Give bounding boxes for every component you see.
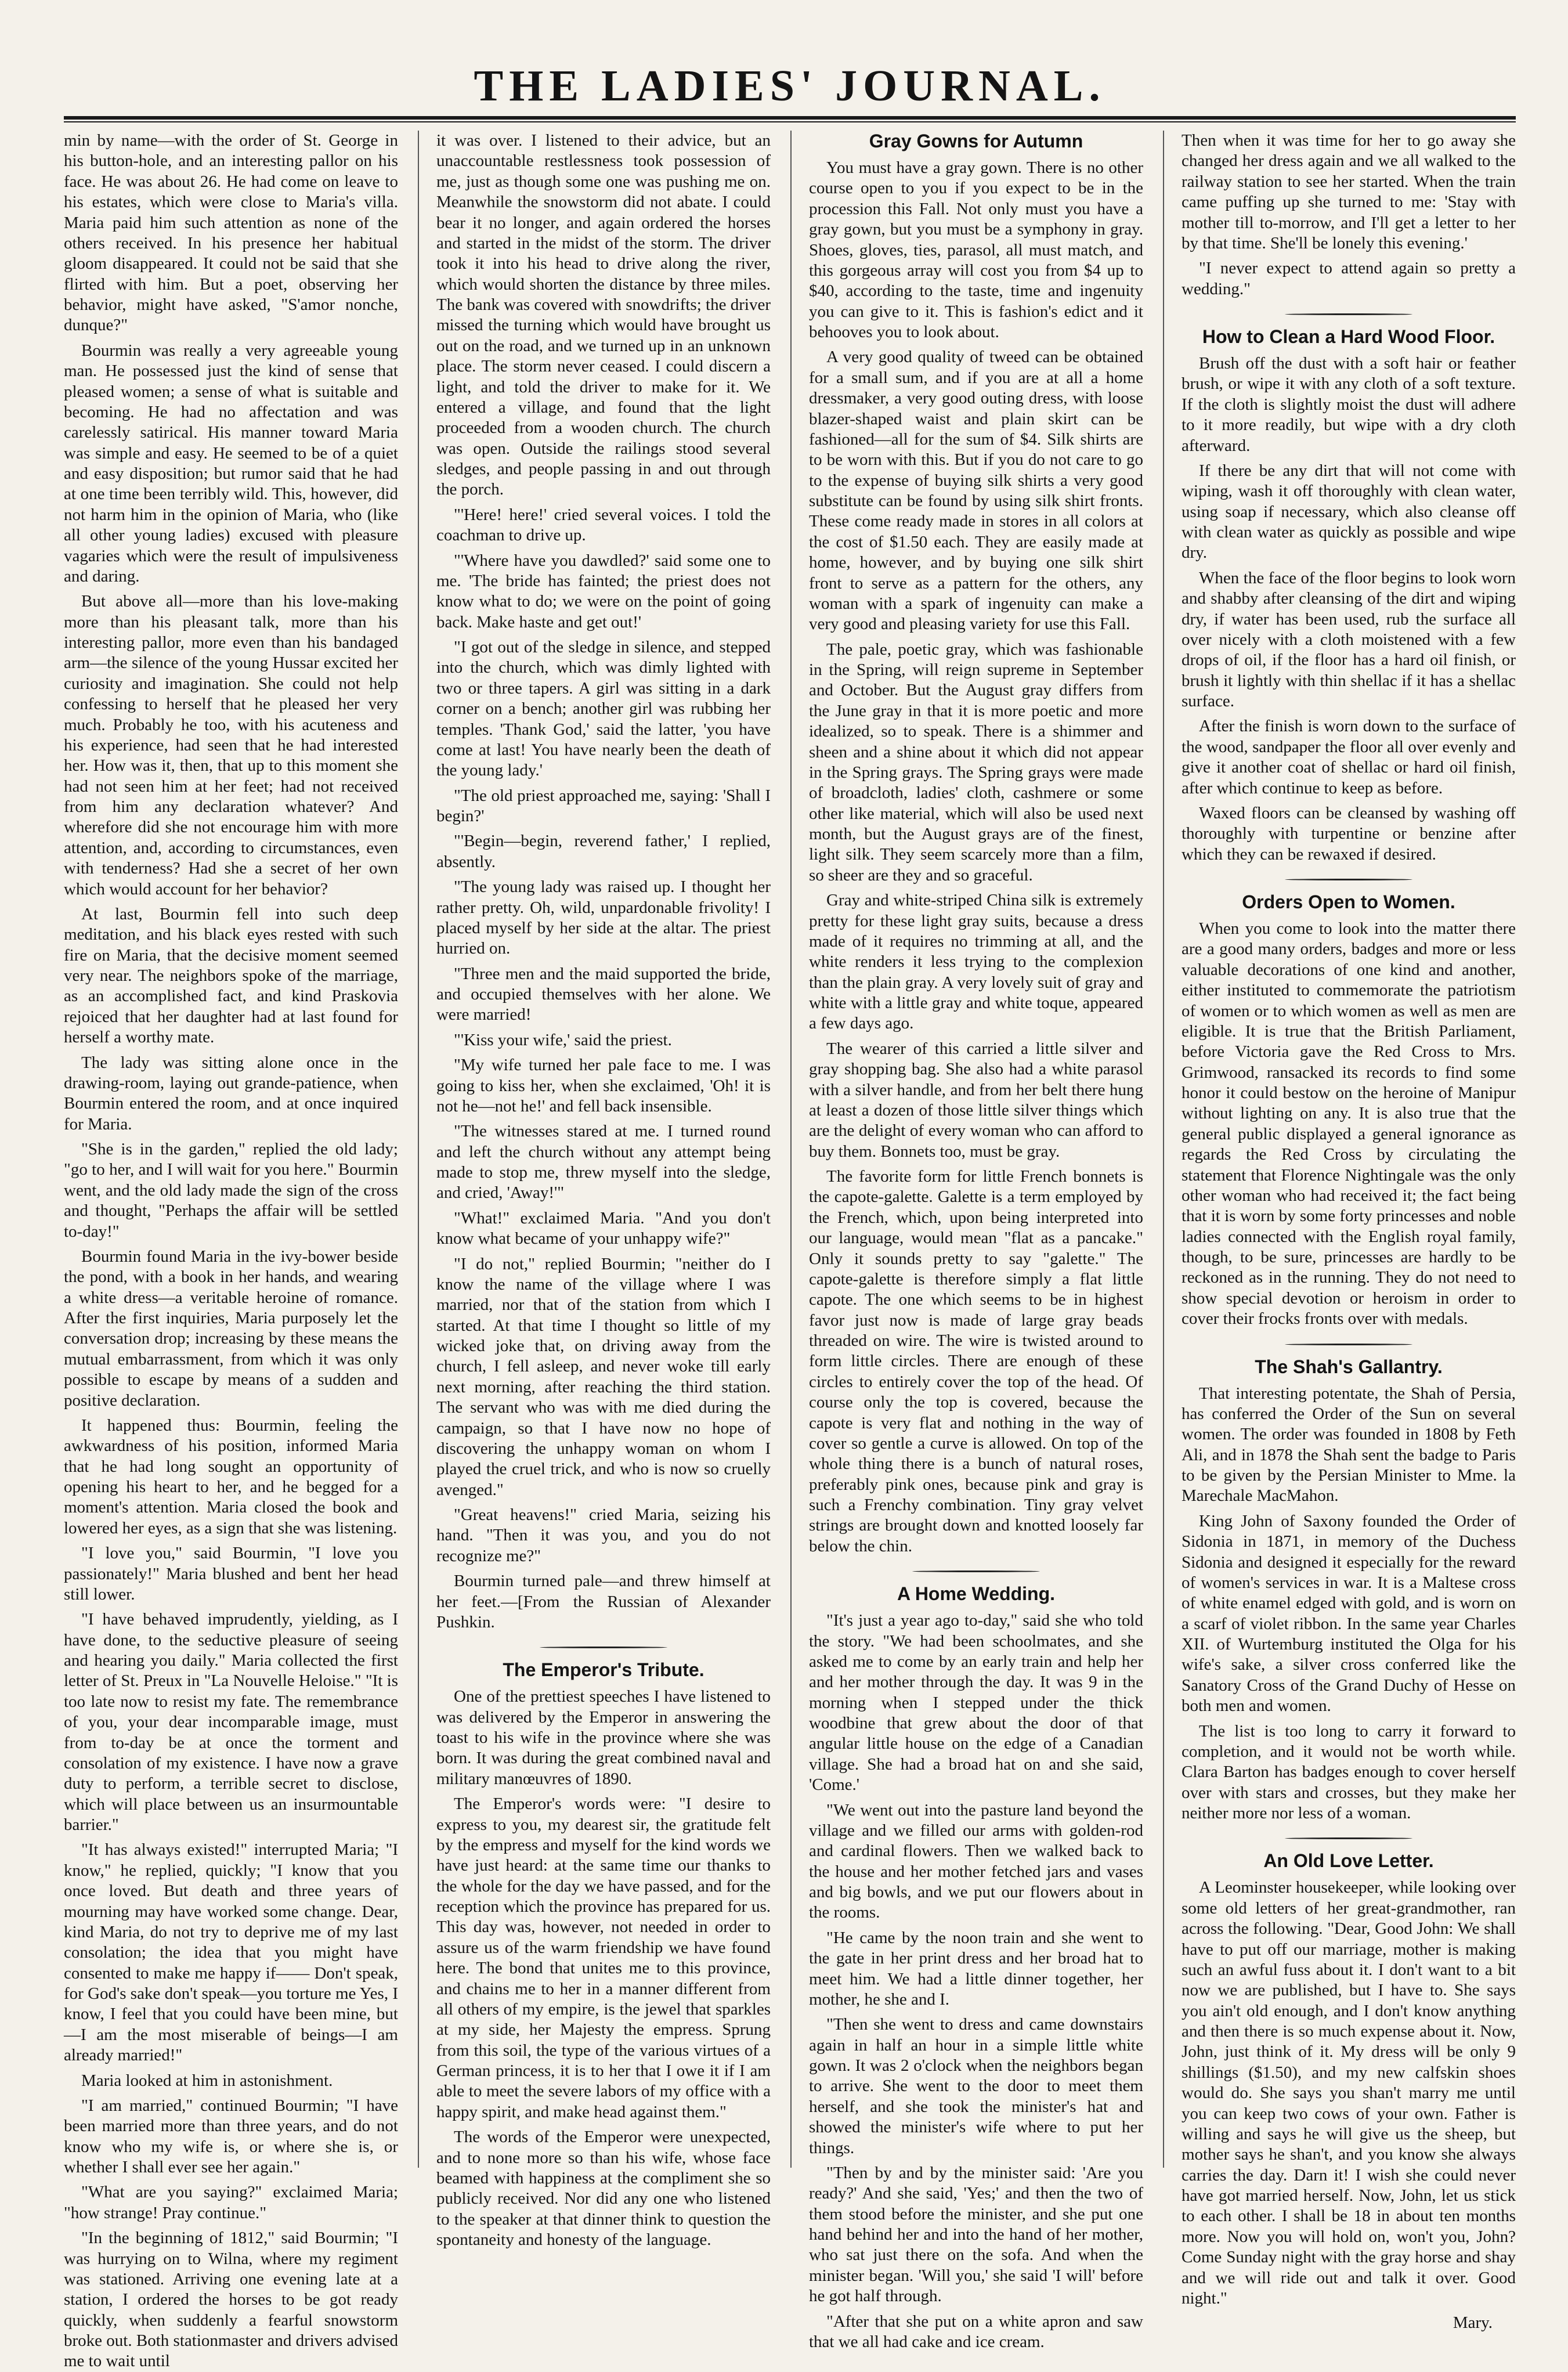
column-1 (64, 131, 398, 2371)
paragraph: A very good quality of tweed can be obtained for a small sum, and if you are at all a home dressmaker, a very good outing dress, with loose blazer-shaped waist and plain skirt can be fashioned—all for the sum of $4. Silk shirts are to be worn with this. But if you do not care to go to the expense of buying silk shirts a very good substitute can be found by using silk shirt fronts. These come ready made in stores in all colors at the cost of $1.50 each. They are easily made at home, however, and by buying one silk shirt front to serve as a pattern for the others, any woman with a spark of ingenuity can make a very good and pleasing variety for use this Fall. (809, 348, 1143, 634)
paragraph: "Great heavens!" cried Maria, seizing his hand. "Then it was you, and you do not recognize me?" (436, 1505, 771, 1565)
paragraph: It happened thus: Bourmin, feeling the awkwardness of his position, informed Maria that he had long sought an opportunity of opening his heart to her, and he begged for a moment's attention. Maria closed the book and lowered her eyes, as a sign that she was listening. (64, 1416, 398, 1537)
paragraph: "I have behaved imprudently, yielding, as I have done, to the seductive pleasure of seeing and hearing you daily." Maria collected the first letter of St. Preux in "La Nouvelle Heloise." "It is too late now to resist my fate. The remembrance of you, your dear incomparable image, must from to-day be at once the torment and consolation of my existence. I have now a grave duty to perform, a terrible secret to disclose, which will place between us an insurmountable barrier." (64, 1610, 398, 1834)
paragraph: After the finish is worn down to the surface of the wood, sandpaper the floor all over evenly and give it another coat of shellac or hard oil finish, after which continue to keep as before. (1182, 717, 1516, 797)
paragraph: "He came by the noon train and she went to the gate in her print dress and her broad hat to meet him. We had a little dinner together, her mother, he she and I. (809, 1928, 1143, 2009)
masthead: THE LADIES' JOURNAL. (474, 62, 1106, 110)
article-separator (1182, 1338, 1516, 1348)
paragraph: "I am married," continued Bourmin; "I have been married more than three years, and do not know who my wife is, or where she is, or whether I shall ever see her again." (64, 2096, 398, 2176)
article-love-letter (1182, 1878, 1516, 2309)
paragraph: "I do not," replied Bourmin; "neither do I know the name of the village where I was married, nor that of the station from which I started. At that time I thought so little of my wicked joke that, on driving away from the church, I fell asleep, and never woke till early next morning, after reaching the third station. The servant who was with me died during the campaign, so that I have now no hope of discovering the unhappy woman on whom I played the cruel trick, and who is now so cruelly avenged." (436, 1254, 771, 1499)
paragraph: "Then she went to dress and came downstairs again in half an hour in a simple little white gown. It was 2 o'clock when the neighbors began to arrive. She went to the door to meet them herself, and she took the minister's hat and showed the minister's wife where to put her things. (809, 2015, 1143, 2157)
paragraph: "I got out of the sledge in silence, and stepped into the church, which was dimly lighted with two or three tapers. A girl was sitting in a dark corner on a bench; another girl was rubbing her temples. 'Thank God,' said the latter, 'you have come at last! You have nearly been the death of the young lady.' (436, 638, 771, 780)
article-title-hard-wood-floor: How to Clean a Hard Wood Floor. (1202, 326, 1495, 347)
paragraph: "The old priest approached me, saying: 'Shall I begin?' (436, 786, 771, 825)
paragraph: When you come to look into the matter there are a good many orders, badges and more or less valuable decorations of one kind and another, either instituted to commemorate the patriotism of women or to which women as well as men are eligible. It is true that the British Parliament, before Victoria gave the Red Cross to Mrs. Grimwood, ransacked its records to find some honor it could bestow on the heroine of Manipur without lighting on any. It is also true that the general public displayed a general ignorance as regards the Red Cross by circulating the statement that Florence Nightingale was the only other woman who had received it; the fact being that it is worn by some forty princesses and noble ladies connected with the English royal family, though, to be sure, princesses are hardly to be reckoned as in the running. They do not need to show special devotion or heroism in order to cover their frocks fronts over with medals. (1182, 919, 1516, 1328)
paragraph: Bourmin turned pale—and threw himself at her feet.—[From the Russian of Alexander Pushkin. (436, 1572, 771, 1631)
story-continuation (64, 131, 398, 2372)
paragraph: "The young lady was raised up. I thought her rather pretty. Oh, wild, unpardonable frivolity! I placed myself by her side at the altar. The priest hurried on. (436, 878, 771, 958)
paragraph: But above all—more than his love-making more than his pleasant talk, more than his interesting pallor, more even than his bandaged arm—the silence of the young Hussar excited her curiosity and imagination. She could not help confessing to herself that he pleased her very much. Probably he too, with his acuteness and his experience, had seen that he had interested her. How was it, then, that up to this moment she had not seen him at her feet; had not received from him any declaration whatever? And wherefore did she not encourage him with more attention, and, according to circumstances, even with tenderness? Had she a secret of her own which would account for her behavior? (64, 592, 398, 898)
article-hard-wood-floor (1182, 353, 1516, 865)
article-title-gray-gowns: Gray Gowns for Autumn (869, 131, 1083, 151)
article-separator (1182, 308, 1516, 318)
paragraph: That interesting potentate, the Shah of Persia, has conferred the Order of the Sun on several women. The order was founded in 1808 by Feth Ali, and in 1878 the Shah sent the badge to Paris to be given by the Persian Minister to Mme. la Marechale MacMahon. (1182, 1384, 1516, 1505)
paragraph: "It has always existed!" interrupted Maria; "I know," he replied, quickly; "I know that you once loved. But death and three years of mourning may have worked some change. Dear, kind Maria, do not try to deprive me of my last consolation; the idea that you might have consented to make me happy if—— Don't speak, for God's sake don't speak—you torture me Yes, I know, I feel that you could have been mine, but—I am the most miserable of beings—I am already married!" (64, 1840, 398, 2065)
paragraph: "We went out into the pasture land beyond the village and we filled our arms with golden-rod and cardinal flowers. Then we walked back to the house and her mother fetched jars and vases and big bowls, and we put our flowers about in the rooms. (809, 1800, 1143, 1922)
column-3 (790, 131, 1143, 2351)
article-shah (1182, 1384, 1516, 1824)
masthead-rule-thin (64, 121, 1516, 122)
paragraph: Waxed floors can be cleansed by washing off thoroughly with turpentine or benzine after which they can be rewaxed if desired. (1182, 803, 1516, 864)
paragraph: "I never expect to attend again so pretty a wedding." (1182, 259, 1516, 298)
article-title-home-wedding: A Home Wedding. (897, 1583, 1055, 1605)
column-2 (418, 131, 771, 2249)
paragraph: "Then by and by the minister said: 'Are you ready?' And she said, 'Yes;' and then the two of them stood before the minister, and she put one hand behind her and into the hand of her mother, who sat just there on the sofa. And when the minister began. 'Will you,' she said 'I will' before he got half through. (809, 2163, 1143, 2306)
paragraph: The favorite form for little French bonnets is the capote-galette. Galette is a term employed by the French, which, upon being interpreted into our language, would mean "flat as a pancake." Only it sounds pretty to say "galette." The capote-galette is therefore simply a flat little capote. The one which seems to be in highest favor just now is made of large gray beads threaded on wire. The wire is twisted around to form little circles. There are enough of these circles to entirely cover the top of the head. Of course only the top is covered, because the capote is very flat and nothing in the way of cover so gentle a curve is allowed. On top of the whole thing there is a bunch of natural roses, preferably pink ones, because pink and gray is such a Frenchy combination. Tiny gray velvet strings are brought down and knotted loosely far below the chin. (809, 1167, 1143, 1555)
paragraph: The list is too long to carry it forward to completion, and it would not be worth while. Clara Barton has badges enough to cover herself over with stars and crosses, but they make her neither more nor less of a woman. (1182, 1721, 1516, 1822)
paragraph: One of the prettiest speeches I have listened to was delivered by the Emperor in answering the toast to his wife in the province where she was born. It was during the great combined naval and military manœuvres of 1890. (436, 1687, 771, 1788)
paragraph: "I love you," said Bourmin, "I love you passionately!" Maria blushed and bent her head still lower. (64, 1544, 398, 1604)
paragraph: "My wife turned her pale face to me. I was going to kiss her, when she exclaimed, 'Oh! it is not he—not he!' and fell back insensible. (436, 1056, 771, 1115)
paragraph: "It's just a year ago to-day," said she who told the story. "We had been schoolmates, and she asked me to come by an early train and help her and her mother through the day. It was 9 in the morning when I stepped under the thick woodbine that grew about the door of that angular little house on the edge of a Canadian village. She had a broad hat on and she said, 'Come.' (809, 1611, 1143, 1795)
paragraph: "What!" exclaimed Maria. "And you don't know what became of your unhappy wife?" (436, 1208, 771, 1248)
article-gray-gowns (809, 158, 1143, 1557)
letter-signature: Mary. (1453, 2313, 1493, 2333)
paragraph: "The witnesses stared at me. I turned round and left the church without any attempt being made to stop me, threw myself into the sledge, and cried, 'Away!'" (436, 1122, 771, 1203)
article-separator (1182, 873, 1516, 883)
paragraph: "After that she put on a white apron and saw that we all had cake and ice cream. (809, 2312, 1143, 2351)
paragraph: "'Kiss your wife,' said the priest. (454, 1030, 672, 1049)
paragraph: Bourmin was really a very agreeable young man. He possessed just the kind of sense that pleased women; a sense of what is suitable and becoming. He had no affectation and was carelessly satirical. His manner toward Maria was simple and easy. He seemed to be of a quiet and easy disposition; but rumor said that he had at one time been terribly wild. This, however, did not harm him in the opinion of Maria, who (like all other young ladies) excused with pleasure vagaries which were the result of impulsiveness and daring. (64, 341, 398, 586)
column-4 (1163, 131, 1516, 2333)
paragraph: The Emperor's words were: "I desire to express to you, my dearest sir, the gratitude felt by the empress and myself for the kind words we have just heard: at the same time our thanks to the whole for the day we have passed, and for the reception which the province has prepared for us. This day was, however, not needed in order to assure us of the warm friendship we have found here. The bond that unites me to this province, and chains me to her in a manner different from all others of my empire, is the jewel that sparkles at my side, her Majesty the empress. Sprung from this soil, the type of the various virtues of a German princess, it is to her that I owe it if I am able to meet the severe labors of my office with a happy spirit, and make head against them." (436, 1795, 771, 2121)
article-separator (809, 1565, 1143, 1575)
paragraph: If there be any dirt that will not come with wiping, wash it off thoroughly with clean water, using soap if necessary, which also cleanse off with clean water as quickly as possible and wipe dry. (1182, 461, 1516, 562)
paragraph: "'Here! here!' cried several voices. I told the coachman to drive up. (436, 505, 771, 545)
article-separator (436, 1641, 771, 1651)
paragraph: A Leominster housekeeper, while looking over some old letters of her great-grandmother, ran across the following. "Dear, Good John: We shall have to put off our marriage, mother is making such an awful fuss about it. I don't want to a bit now we are published, but I have to. She says you ain't old enough, and I don't know anything and then there is so much expense about it. Now, John, just think of it. My dress will be only 9 shillings ($1.50), and my new calfskin shoes would do. She says you shan't marry me until you can keep two cows of your own. Father is willing and says he will give us the sheep, but mother says he shan't, and you know she always carries the day. Darn it! I wish she could never have got married herself. Now, John, let us stick to each other. I shall be 18 in about ten months more. Now you will hold on, won't you, John? Come Sunday night with the gray horse and shay and we will ride out and talk it over. Good night." (1182, 1878, 1516, 2308)
article-title-shah: The Shah's Gallantry. (1255, 1356, 1443, 1377)
article-separator (1182, 1832, 1516, 1842)
article-orders-women (1182, 919, 1516, 1330)
article-title-emperor: The Emperor's Tribute. (503, 1659, 704, 1681)
story-ending (436, 131, 771, 1633)
paragraph: "In the beginning of 1812," said Bourmin; "I was hurrying on to Wilna, where my regiment was stationed. Arriving one evening late at a station, I ordered the horses to be got ready quickly, when suddenly a fearful snowstorm broke out. Both stationmaster and drivers advised me to wait until (64, 2229, 398, 2371)
paragraph: Then when it was time for her to go away she changed her dress again and we all walked to the railway station to see her started. When the train came puffing up she turned to me: 'Stay with mother till to-morrow, and I'll get a letter to her by that time. She'll be lonely this evening.' (1182, 131, 1516, 252)
article-emperor (436, 1687, 771, 2250)
article-title-love-letter: An Old Love Letter. (1263, 1850, 1434, 1872)
paragraph: "She is in the garden," replied the old lady; "go to her, and I will wait for you here." Bourmin went, and the old lady made the sign of the cross and thought, "Perhaps the affair will be settled to-day!" (64, 1140, 398, 1241)
columns (64, 131, 1516, 2371)
paragraph: The pale, poetic gray, which was fashionable in the Spring, will reign supreme in September and October. But the August gray differs from the June gray in that it is more poetic and more idealized, so to speak. There is a shimmer and sheen and a shine about it which did not appear in the Spring grays. The Spring grays were made of broadcloth, ladies' cloth, cashmere or some other like material, which will also be used next month, but the August grays are of the finest, light silk. They seem scarcely more than a film, so sheer are they and so graceful. (809, 640, 1143, 884)
paragraph: The wearer of this carried a little silver and gray shopping bag. She also had a white parasol with a silver handle, and from her belt there hung at least a dozen of those little silver things which are the delight of every woman who can afford to buy them. Bonnets too, must be gray. (809, 1039, 1143, 1161)
paragraph: Bourmin found Maria in the ivy-bower beside the pond, with a book in her hands, and wearing a white dress—a veritable heroine of romance. After the first inquiries, Maria purposely let the conversation drop; increasing by these means the mutual embarrassment, from which it was only possible to escape by means of a sudden and positive declaration. (64, 1247, 398, 1410)
paragraph: King John of Saxony founded the Order of Sidonia in 1871, in memory of the Duchess Sidonia and designed it especially for the reward of women's services in war. It is a Maltese cross of white enamel edged with gold, and is worn on a scarf of violet ribbon. In the same year Charles XII. of Wurtemburg instituted the Olga for his wife's sake, a silver cross conferred like the Sanatory Cross of the Grand Duchy of Hesse on both men and women. (1182, 1511, 1516, 1716)
paragraph: min by name—with the order of St. George in his button-hole, and an interesting pallor on his face. He was about 26. He had come on leave to his estates, which were close to Maria's villa. Maria paid him such attention as none of the others received. In his presence her habitual gloom disappeared. It could not be said that she flirted with him. But a poet, observing her behavior, might have asked, "S'amor nonche, dunque?" (64, 131, 398, 335)
article-home-wedding (809, 1611, 1143, 2352)
paragraph: "Three men and the maid supported the bride, and occupied themselves with her alone. We were married! (436, 964, 771, 1024)
paragraph: When the face of the floor begins to look worn and shabby after cleansing of the dirt and wiping dry, if water has been used, rub the surface all over nicely with a cloth moistened with a few drops of oil, if the floor has a hard oil finish, or brush it lightly with thin shellac if it has a shellac surface. (1182, 568, 1516, 710)
article-title-orders-women: Orders Open to Women. (1242, 891, 1455, 912)
wedding-continuation (1182, 131, 1516, 299)
paragraph: You must have a gray gown. There is no other course open to you if you expect to be in the procession this Fall. Not only must you have a gray gown, but you must be a symphony in gray. Shoes, gloves, ties, parasol, all must match, and this gorgeous array will cost you from $4 up to $40, according to the taste, time and ingenuity you can give to it. This is fashion's edict and it behooves you to look about. (809, 158, 1143, 341)
paragraph: "'Begin—begin, reverend father,' I replied, absently. (436, 832, 771, 871)
paragraph: The words of the Emperor were unexpected, and to none more so than his wife, whose face beamed with happiness at the compliment she so publicly received. Nor did any one who listened to the speaker at that dinner think to question the spontaneity and honesty of the language. (436, 2128, 771, 2249)
paragraph: At last, Bourmin fell into such deep meditation, and his black eyes rested with such fire on Maria, that the decisive moment seemed very near. The neighbors spoke of the marriage, as an accomplished fact, and kind Praskovia rejoiced that her daughter had at last found for herself a worthy mate. (64, 904, 398, 1047)
paragraph: Gray and white-striped China silk is extremely pretty for these light gray suits, because a dress made of it requires no trimming at all, and the white renders it less trying to the complexion than the plain gray. A very lovely suit of gray and white with a little gray and white toque, appeared a few days ago. (809, 891, 1143, 1033)
paragraph: "'Where have you dawdled?' said some one to me. 'The bride has fainted; the priest does not know what to do; we were on the point of going back. Make haste and get out!' (436, 551, 771, 631)
paragraph: Maria looked at him in astonishment. (81, 2071, 333, 2090)
paragraph: "What are you saying?" exclaimed Maria; "how strange! Pray continue." (64, 2183, 398, 2222)
paragraph: it was over. I listened to their advice, but an unaccountable restlessness took possession of me, just as though some one was pushing me on. Meanwhile the snowstorm did not abate. I could bear it no longer, and again ordered the horses and started in the midst of the storm. The driver took it into his head to drive along the river, which would shorten the distance by three miles. The bank was covered with snowdrifts; the driver missed the turning which would have brought us out on the road, and we turned up in an unknown place. The storm never ceased. I could discern a light, and told the driver to make for it. We entered a village, and found that the light proceeded from a wooden church. The church was open. Outside the railings stood several sledges, and people passing in and out through the porch. (436, 131, 771, 499)
paragraph: The lady was sitting alone once in the drawing-room, laying out grande-patience, when Bourmin entered the room, and at once inquired for Maria. (64, 1053, 398, 1133)
paragraph: Brush off the dust with a soft hair or feather brush, or wipe it with any cloth of a soft texture. If the cloth is slightly moist the dust will adhere to it more readily, but wipe with a dry cloth afterward. (1182, 354, 1516, 455)
masthead-rule (64, 116, 1516, 120)
